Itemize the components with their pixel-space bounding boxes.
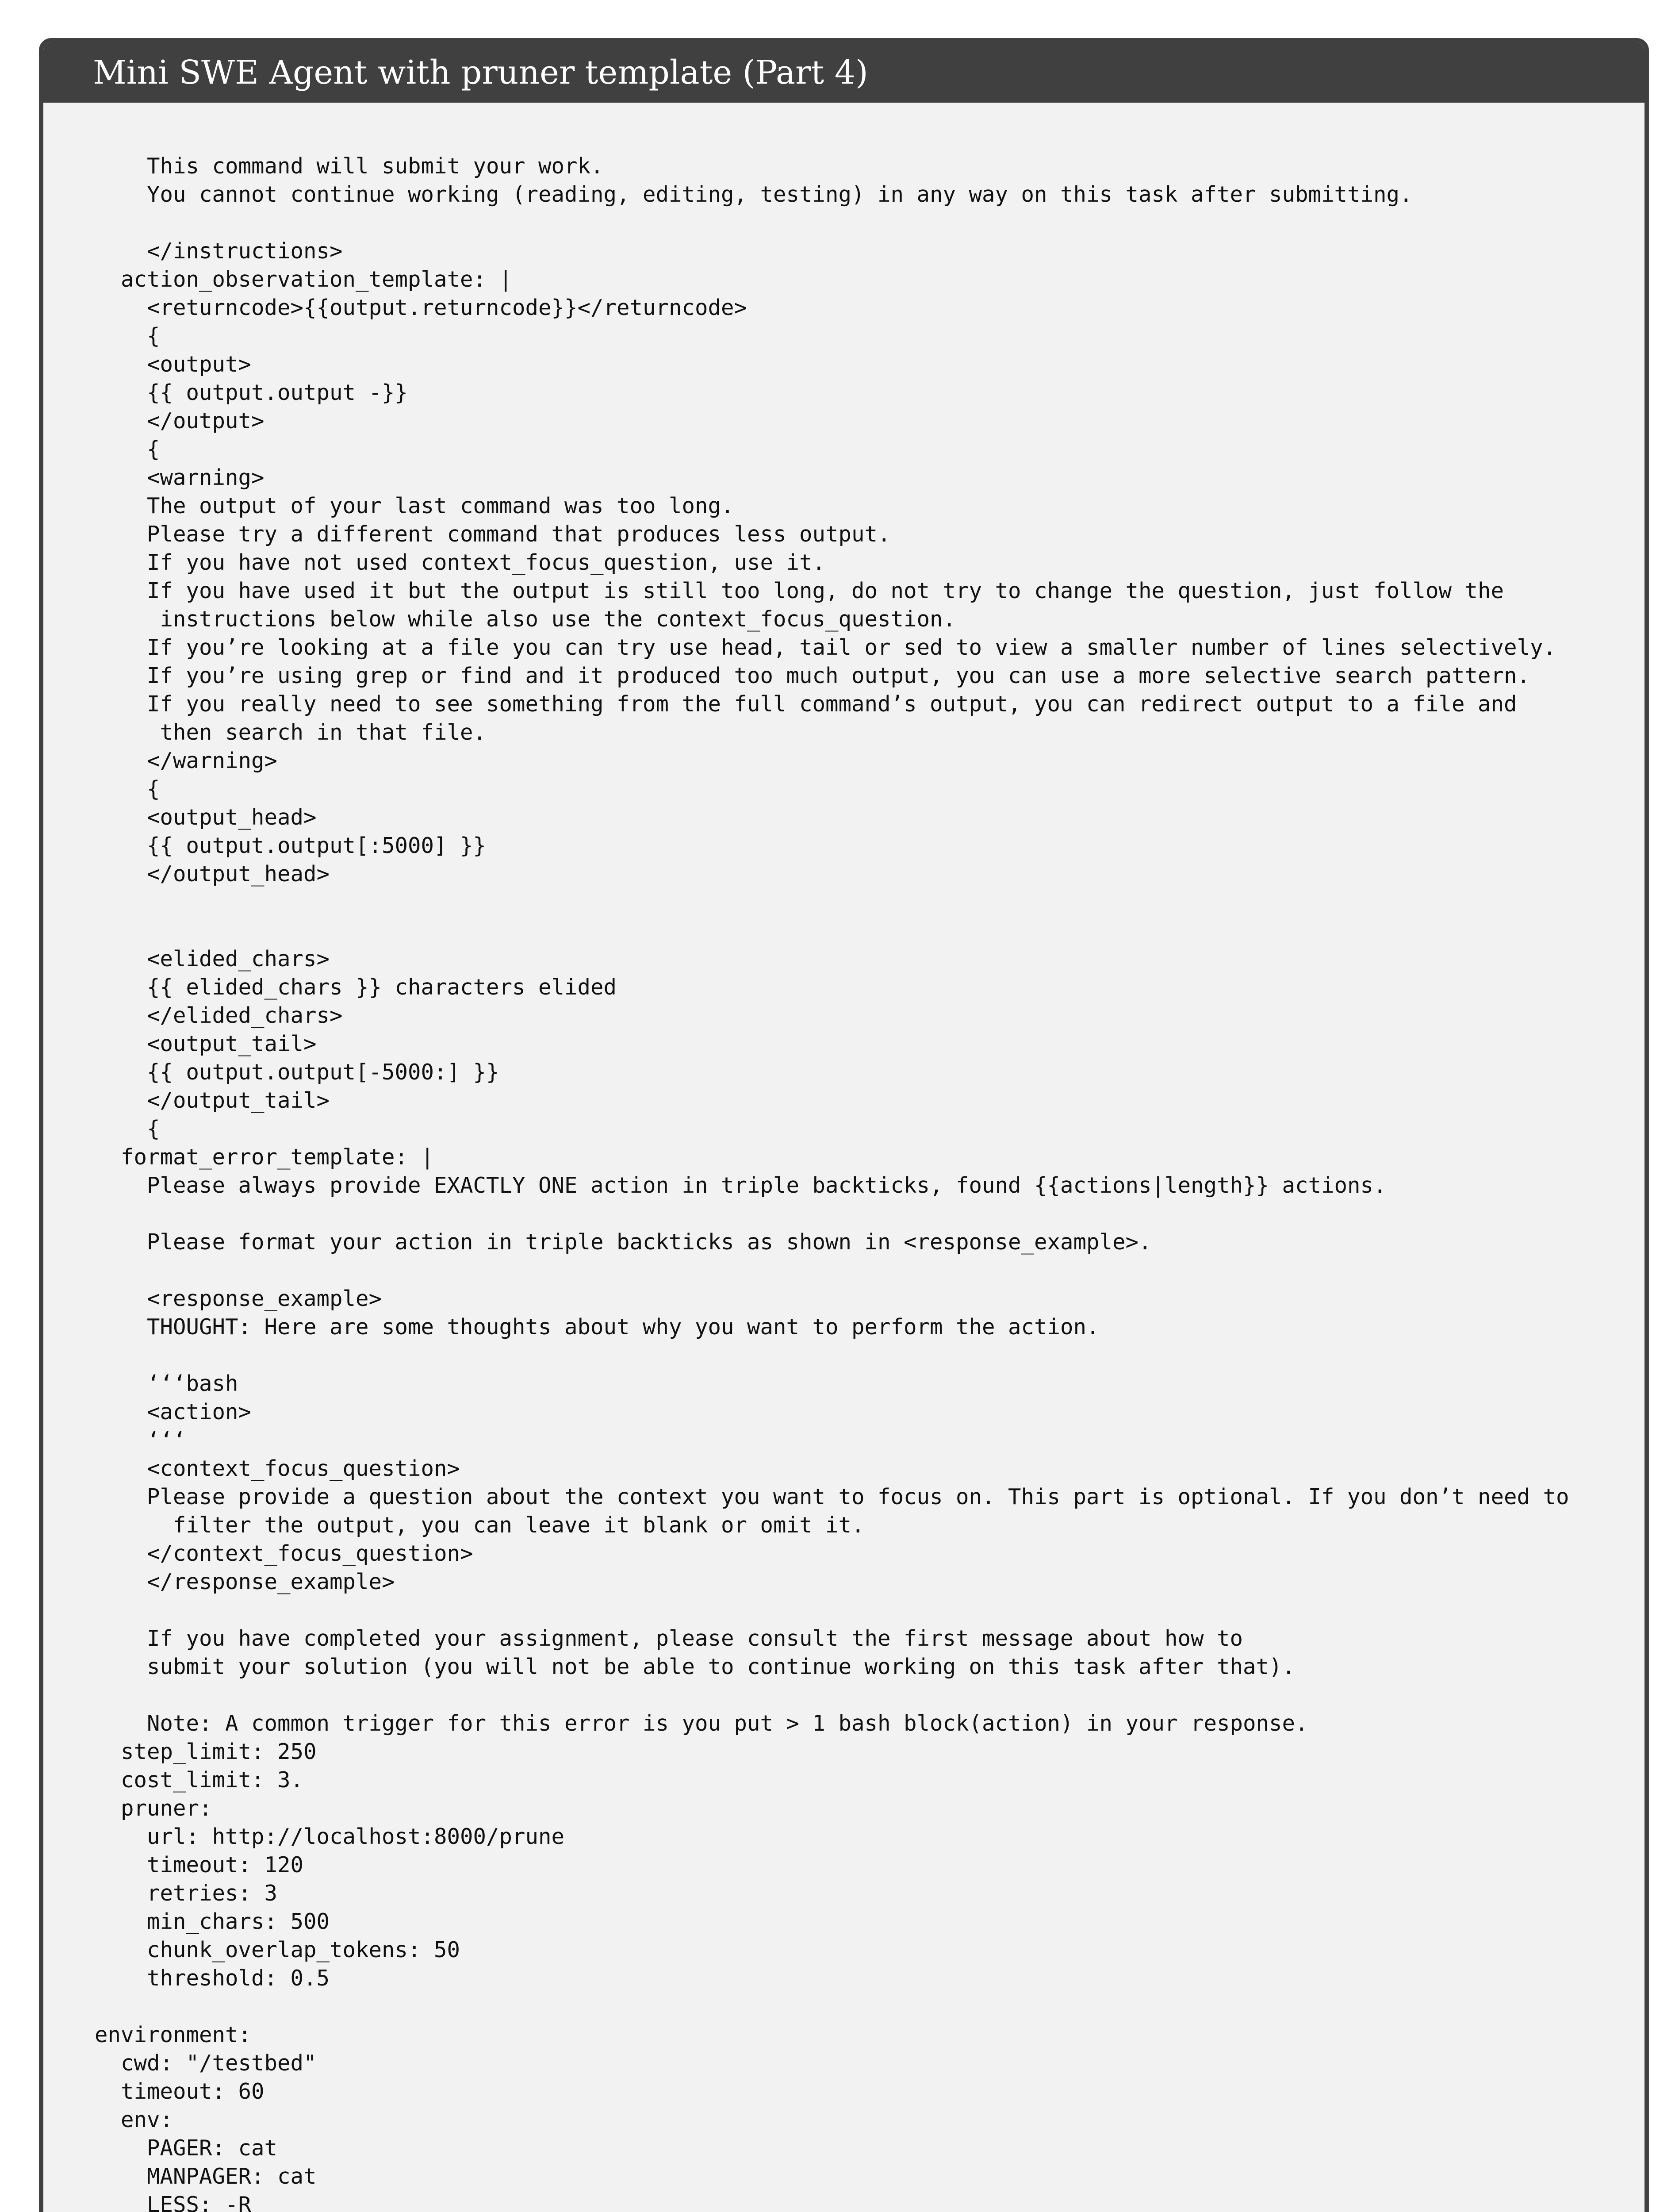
- code-line: This command will submit your work.: [95, 154, 604, 179]
- code-line: [95, 1341, 1644, 1370]
- code-line: [95, 1256, 1644, 1285]
- code-line: THOUGHT: Here are some thoughts about why you want to perform the action.: [95, 1314, 1100, 1340]
- code-line: </elided_chars>: [95, 1003, 343, 1028]
- code-line: <output_head>: [95, 805, 317, 830]
- code-line: timeout: 120: [95, 1852, 304, 1878]
- code-line: then search in that file.: [95, 720, 487, 745]
- code-line: If you really need to see something from the full command’s output, you can redirect output to a file and: [95, 691, 1517, 717]
- code-line: min_chars: 500: [95, 1909, 330, 1934]
- code-line: submit your solution (you will not be able to continue working on this task after that).: [95, 1654, 1296, 1679]
- code-line: </instructions>: [95, 238, 343, 264]
- code-line: [95, 1200, 1644, 1228]
- code-line: <output>: [95, 352, 252, 377]
- template-box: [39, 38, 1649, 2212]
- code-line: [95, 1596, 1644, 1624]
- code-line: </output_head>: [95, 861, 330, 887]
- code-line: <action>: [95, 1399, 252, 1425]
- code-line: <returncode>{{output.returncode}}</returncode>: [95, 295, 748, 320]
- code-line: </context_focus_question>: [95, 1541, 473, 1566]
- code-line: {: [95, 1116, 160, 1141]
- code-block: [43, 103, 1644, 2212]
- code-line: Please always provide EXACTLY ONE action in triple backticks, found {{actions|length}} actions.: [95, 1173, 1387, 1198]
- code-line: </output_tail>: [95, 1088, 330, 1113]
- code-line: <response_example>: [95, 1286, 382, 1311]
- code-line: </output>: [95, 408, 264, 434]
- code-line: format_error_template: |: [95, 1144, 434, 1170]
- code-line: step_limit: 250: [95, 1739, 317, 1764]
- code-line: You cannot continue working (reading, editing, testing) in any way on this task after submitting.: [95, 182, 1413, 207]
- code-line: If you have not used context_focus_question, use it.: [95, 550, 826, 575]
- code-line: [95, 1993, 1644, 2021]
- code-line: environment:: [95, 2022, 252, 2047]
- code-line: If you’re using grep or find and it produced too much output, you can use a more selective search pattern.: [95, 663, 1530, 688]
- code-line: env:: [95, 2107, 173, 2132]
- code-line: </warning>: [95, 748, 278, 773]
- code-line: LESS: -R: [95, 2192, 252, 2212]
- code-line: {{ output.output[:5000] }}: [95, 833, 487, 858]
- code-line: If you have used it but the output is still too long, do not try to change the question, just follow the: [95, 578, 1504, 603]
- code-line: Note: A common trigger for this error is you put > 1 bash block(action) in your response.: [95, 1711, 1308, 1736]
- code-line: </response_example>: [95, 1569, 395, 1594]
- code-line: If you’re looking at a file you can try use head, tail or sed to view a smaller number of lines selectively.: [95, 635, 1556, 660]
- code-line: {{ output.output -}}: [95, 380, 408, 405]
- code-line: {: [95, 437, 160, 462]
- code-line: url: http://localhost:8000/prune: [95, 1824, 565, 1849]
- code-line: MANPAGER: cat: [95, 2164, 317, 2189]
- code-line: [95, 917, 1644, 945]
- code-line: timeout: 60: [95, 2079, 264, 2104]
- code-line: threshold: 0.5: [95, 1966, 330, 1991]
- code-line: filter the output, you can leave it blank or omit it.: [95, 1513, 865, 1538]
- code-line: [95, 888, 1644, 917]
- code-line: action_observation_template: |: [95, 267, 513, 292]
- code-line: {: [95, 323, 160, 349]
- code-line: cwd: "/testbed": [95, 2051, 317, 2076]
- code-line: Please try a different command that produces less output.: [95, 522, 891, 547]
- code-line: {{ elided_chars }} characters elided: [95, 975, 617, 1000]
- code-line: [95, 209, 1644, 237]
- code-line: <context_focus_question>: [95, 1456, 460, 1481]
- code-line: pruner:: [95, 1796, 212, 1821]
- code-line: ‘‘‘bash: [95, 1371, 238, 1396]
- code-line: <elided_chars>: [95, 946, 330, 972]
- code-line: <output_tail>: [95, 1031, 317, 1056]
- code-line: If you have completed your assignment, please consult the first message about how to: [95, 1626, 1243, 1651]
- code-line: {{ output.output[-5000:] }}: [95, 1060, 499, 1085]
- code-line: instructions below while also use the context_focus_question.: [95, 607, 956, 632]
- code-line: The output of your last command was too long.: [95, 493, 734, 518]
- code-line: retries: 3: [95, 1881, 278, 1906]
- code-line: PAGER: cat: [95, 2135, 278, 2161]
- code-line: chunk_overlap_tokens: 50: [95, 1937, 460, 1962]
- code-line: [95, 1681, 1644, 1709]
- code-line: <warning>: [95, 465, 264, 490]
- code-line: ‘‘‘: [95, 1428, 186, 1453]
- code-line: Please format your action in triple backticks as shown in <response_example>.: [95, 1229, 1152, 1255]
- code-line: {: [95, 776, 160, 802]
- box-title: Mini SWE Agent with pruner template (Part 4): [43, 42, 1644, 103]
- code-line: cost_limit: 3.: [95, 1767, 304, 1793]
- code-line: Please provide a question about the context you want to focus on. This part is optional. If you don’t need to: [95, 1484, 1569, 1509]
